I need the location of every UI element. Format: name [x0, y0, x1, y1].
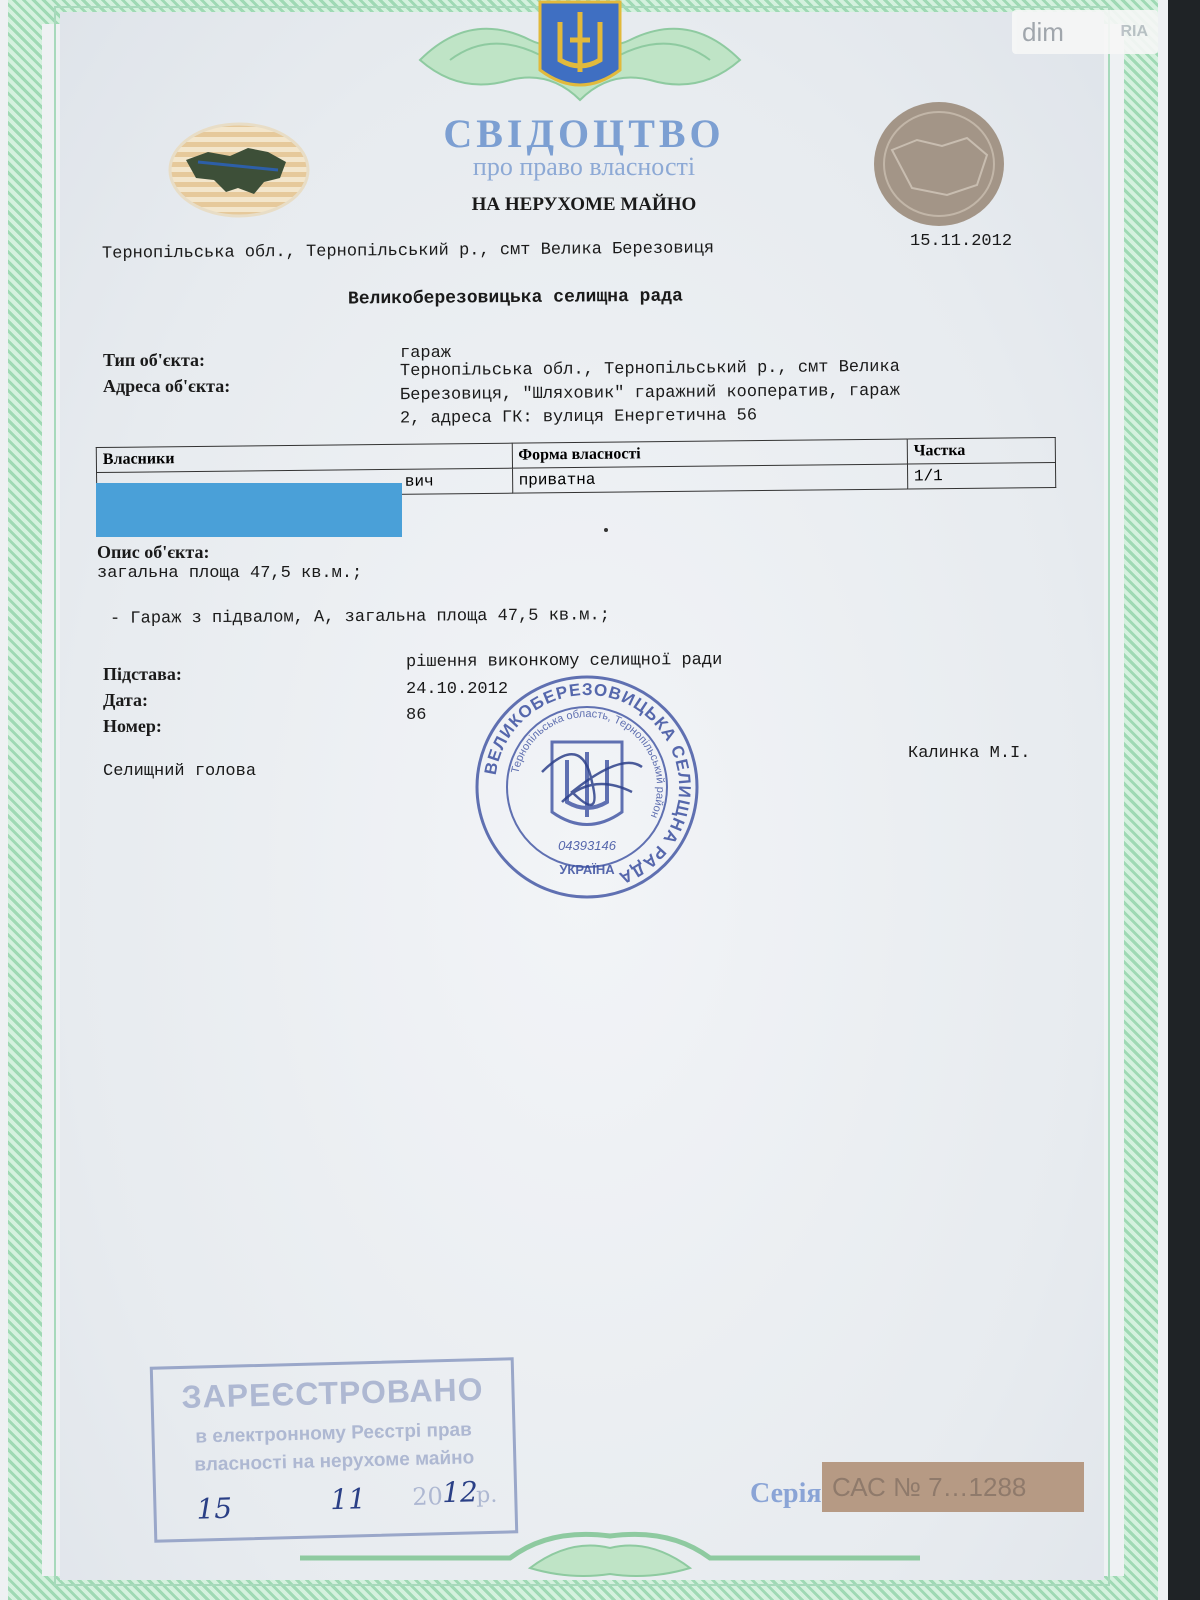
hologram-seal-icon: [872, 100, 1006, 228]
object-address-label: Адреса об'єкта:: [103, 376, 231, 396]
description-label: Опис об'єкта:: [97, 542, 210, 562]
description-line2: - Гараж з підвалом, А, загальна площа 47,5 кв.м.;: [109, 606, 610, 629]
stamp-ring-text: ВЕЛИКОБЕРЕЗОВИЦЬКА СЕЛИЩНА РАДА: [480, 679, 695, 888]
object-address-line2: Березовиця, "Шляховик" гаражний кооператив, гараж: [399, 381, 900, 406]
header-ownership-form: Форма власності: [512, 439, 908, 468]
ink-dot: [604, 528, 608, 532]
watermark-text-dim: dim: [1022, 16, 1064, 47]
bottom-ornament-icon: [300, 1518, 920, 1588]
object-type-value: гараж: [400, 344, 452, 363]
registration-stamp-title: ЗАРЕЄСТРОВАНО: [181, 1371, 484, 1415]
number-label: Номер:: [103, 716, 162, 736]
date-label: Дата:: [103, 690, 148, 710]
header-owners: Власники: [96, 443, 512, 472]
coat-of-arms-icon: [410, 0, 750, 110]
ukraine-map-emblem-icon: [168, 122, 310, 218]
document-subtitle-property: НА НЕРУХОМЕ МАЙНО: [471, 194, 697, 215]
object-address-line1: Тернопільська обл., Тернопільський р., смт Велика: [399, 357, 900, 382]
signatory-name: Калинка М.І.: [908, 744, 1031, 763]
stamp-country: УКРАЇНА: [559, 862, 615, 877]
series-label: Серія: [750, 1478, 822, 1509]
ownership-form-cell: приватна: [512, 464, 908, 493]
stamp-code: 04393146: [558, 838, 616, 853]
owner-name-cell: вич: [97, 468, 513, 497]
official-round-stamp: [472, 672, 702, 902]
watermark-text-ria: RIA: [1120, 23, 1148, 40]
share-cell: 1/1: [907, 462, 1055, 489]
document-title: СВІДОЦТВО: [443, 111, 725, 156]
date-value: 24.10.2012: [406, 680, 509, 699]
basis-value: рішення виконкому селищної ради: [405, 650, 723, 673]
document-subtitle: про право власності: [472, 152, 696, 181]
reg-day: 15: [196, 1491, 233, 1526]
reg-year-prefix: 20: [411, 1482, 444, 1511]
location-line: Тернопільська обл., Тернопільський р., смт Велика Березовиця: [101, 239, 715, 264]
header-share: Частка: [907, 437, 1055, 464]
stamp-inner-text: Тернопільська область, Тернопільський район: [509, 707, 667, 820]
registration-stamp-line2: в електронному Реєстрі прав: [195, 1419, 473, 1448]
description-line1: загальна площа 47,5 кв.м.;: [97, 564, 363, 583]
dim-ria-watermark: [1012, 10, 1158, 54]
redaction-box: [96, 483, 402, 537]
reg-year-unit: р.: [475, 1482, 498, 1509]
series-value: САС № 7…1288: [822, 1462, 1084, 1512]
issuer-name: Великоберезовицька селищна рада: [347, 286, 683, 310]
number-value: 86: [406, 706, 427, 725]
signatory-position: Селищний голова: [103, 762, 257, 781]
issue-date: 15.11.2012: [910, 232, 1013, 251]
registration-stamp: [150, 1357, 518, 1542]
object-type-label: Тип об'єкта:: [103, 350, 206, 370]
object-address-line3: 2, адреса ГК: вулиця Енергетична 56: [399, 406, 758, 429]
basis-label: Підстава:: [103, 664, 182, 684]
reg-year-suffix: 12: [441, 1475, 479, 1510]
reg-month: 11: [329, 1482, 367, 1517]
registration-stamp-line3: власності на нерухоме майно: [194, 1447, 475, 1476]
signature-scribble: [542, 754, 642, 805]
